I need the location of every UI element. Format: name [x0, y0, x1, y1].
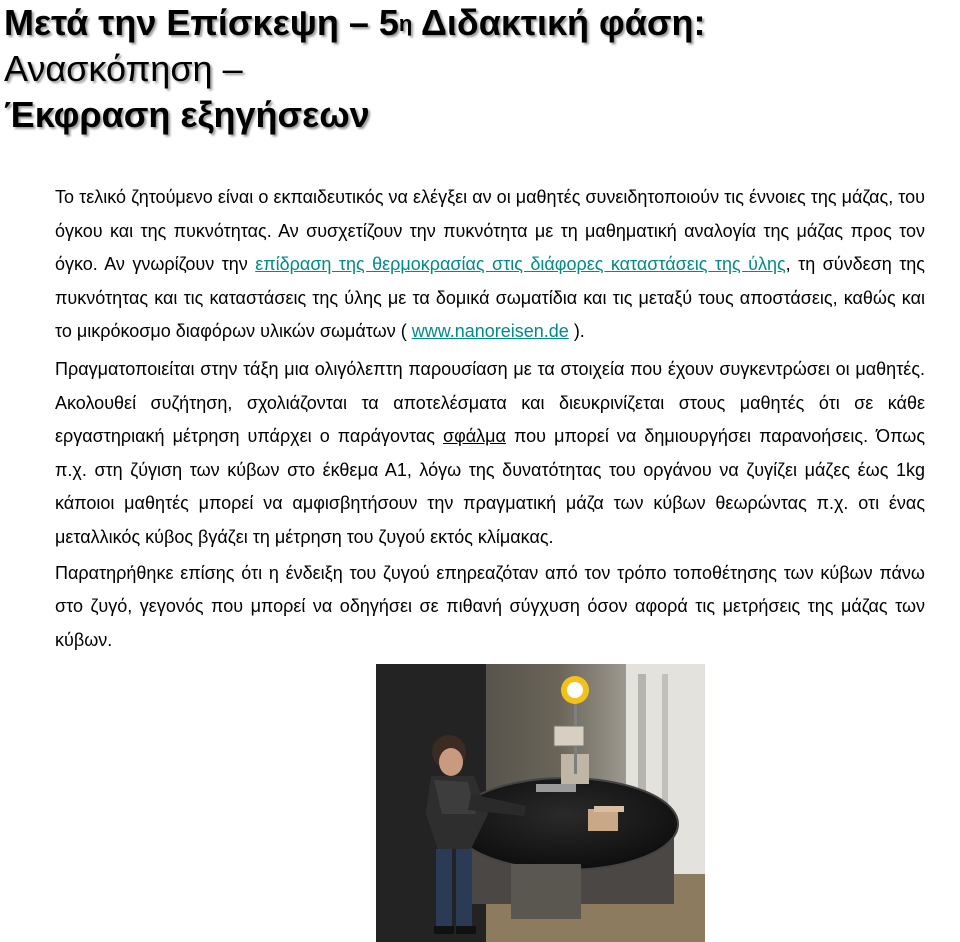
title-line-1	[4, 0, 706, 46]
page-title	[4, 0, 706, 138]
paragraph-discussion: Πραγματοποιείται στην τάξη μια ολιγόλεπτη παρουσίαση με τα στοιχεία που έχουν συγκεντρώσει οι μαθητές. Ακολουθεί συζήτηση, σχολιάζονται τα αποτελέσματα και διευκρινίζεται στους μαθητές ότι σε κάθε εργαστηριακή μέτρηση υπάρχει ο παράγοντας σφάλμα που μπορεί να δημιουργήσει παρανοήσεις. Όπως π.χ. στη ζύγιση των κύβων στο έκθεμα Α1, λόγω της δυνατότητας του οργάνου να ζυγίζει μάζες έως 1kg κάποιοι μαθητές μπορεί να αμφισβητήσουν την πραγματική μάζα των κύβων θεωρώντας π.χ. οτι ένας μεταλλικός κύβος βγάζει τη μέτρηση του ζυγού εκτός κλίμακας.	[55, 358, 925, 547]
title-phase-number: Μετά την Επίσκεψη – 5	[4, 2, 399, 43]
link-nanoreisen[interactable]: www.nanoreisen.de	[411, 321, 569, 342]
document-body	[55, 181, 925, 657]
photo-illustration	[376, 664, 705, 942]
paragraph-observation: Παρατηρήθηκε επίσης ότι η ένδειξη του ζυγού επηρεαζόταν από τον τρόπο τοποθέτησης των κύβων πάνω στο ζυγό, γεγονός που μπορεί να οδηγήσει σε πιθανή σύγχυση όσον αφορά τις μετρήσεις της μάζας των κύβων.	[55, 562, 925, 650]
underlined-error-term: σφάλμα	[442, 426, 506, 447]
paragraph-objective: Το τελικό ζητούμενο είναι ο εκπαιδευτικός να ελέγξει αν οι μαθητές συνειδητοποιούν τις έννοιες της μάζας, του όγκου και της πυκνότητας. Αν συσχετίζουν την πυκνότητα με τη μαθηματική αναλογία της μάζας προς τον όγκο. Αν γνωρίζουν την επίδραση της θερμοκρασίας στις διάφορες καταστάσεις της ύλης, τη σύνδεση της πυκνότητας και τις καταστάσεις της ύλης με τα δομικά σωματίδια και τις μεταξύ τους αποστάσεις, καθώς και το μικρόκοσμο διαφόρων υλικών σωμάτων ( www.nanoreisen.de ).	[55, 187, 925, 342]
title-line-3: Έκφραση εξηγήσεων	[4, 94, 370, 135]
link-temperature-effect[interactable]: επίδραση της θερμοκρασίας στις διάφορες καταστάσεις της ύλης	[255, 254, 786, 275]
title-superscript: η	[398, 11, 413, 36]
title-line-2: Ανασκόπηση –	[4, 48, 243, 89]
exhibit-photo	[376, 664, 705, 942]
title-phase-label: Διδακτική φάση:	[412, 2, 706, 43]
